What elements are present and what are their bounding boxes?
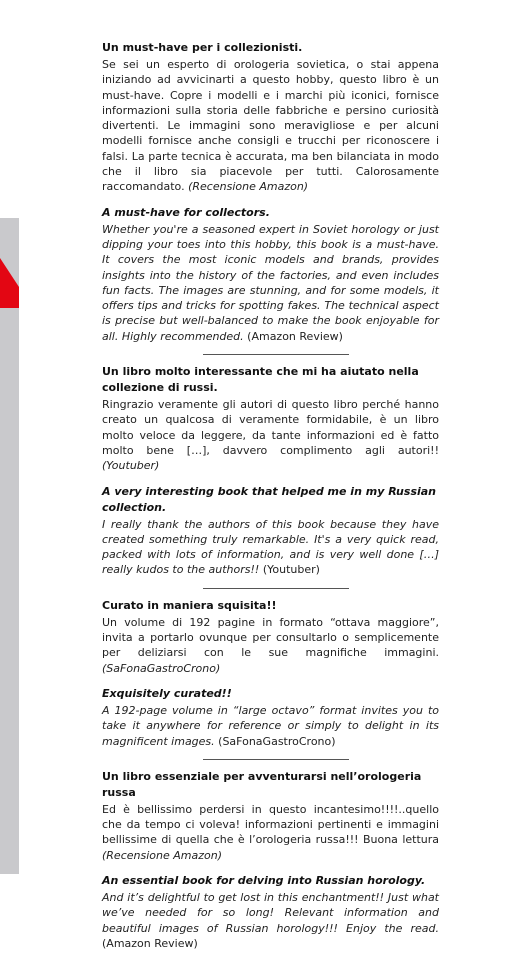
review-3-it-source: (SaFonaGastroCrono) [102,661,221,675]
review-4-english [102,873,439,951]
review-1-it-title: Un must-have per i collezionisti. [102,41,303,54]
review-1 [102,40,439,344]
review-3-en-source: (SaFonaGastroCrono) [218,734,336,748]
review-4-it-title: Un libro essenziale per avventurarsi nell’orologeria russa [102,769,422,799]
reviews-column [102,40,439,961]
review-1-it-text: Se sei un esperto di orologeria sovietica, o stai appena iniziando ad avvicinarti a questo hobby, questo libro è un must-have. Copre i modelli e i marchi più iconici, fornisce informazioni sulla storia delle fabbriche e persino curiosità divertenti. Le immagini sono meravigliose e per alcuni modelli fornisce anche consigli e trucchi per riconoscere i falsi. La parte tecnica è accurata, ma ben bilanciata in modo che il libro sia piacevole per tutti. Calorosamente raccomandato. (Recensione Amazon) [102,58,439,194]
review-2-en-source: (Youtuber) [262,563,320,577]
review-2 [102,364,439,578]
review-3-en-title: Exquisitely curated!! [102,686,232,700]
review-3-it-title: Curato in maniera squisita!! [102,598,277,612]
review-2-english [102,484,439,578]
review-3-english [102,686,439,749]
review-4 [102,769,439,951]
review-1-en-title: A must-have for collectors. [102,205,270,219]
side-strip [0,218,19,874]
review-3-en-text: A 192-page volume in “large octavo” format invites you to take it anywhere for reference or simply to delight in its magnificent images. (SaFonaGastroCrono) [102,703,439,748]
review-4-en-text: And it’s delightful to get lost in this enchantment!! Just what we’ve needed for so long! Relevant information and beautiful images of Russian horology!!! Enjoy the read. (Amazon Review) [102,890,439,950]
review-2-it-title: Un libro molto interessante che mi ha aiutato nella collezione di russi. [102,365,419,395]
review-4-italian [102,769,439,863]
review-3-italian [102,598,439,676]
review-4-it-source: (Recensione Amazon) [102,848,222,862]
review-1-italian [102,40,439,195]
review-1-en-source: (Amazon Review) [247,329,343,343]
review-2-it-text: Ringrazio veramente gli autori di questo libro perché hanno creato un qualcosa di veramente formidabile, è un libro molto veloce da leggere, da tante informazioni ed è fatto molto bene […], davvero complimento agli autori!! (Youtuber) [102,398,439,473]
review-1-en-text: Whether you're a seasoned expert in Soviet horology or just dipping your toes into this hobby, this book is a must-have. It covers the most iconic models and brands, provides insights into the history of the factories, and even includes fun facts. The images are stunning, and for some models, it offers tips and tricks for spotting fakes. The technical aspect is precise but well-balanced to make the book enjoyable for all. Highly recommended. (Amazon Review) [102,222,439,343]
review-4-en-source: (Amazon Review) [102,936,198,950]
review-2-en-text: I really thank the authors of this book because they have created something truly remarkable. It's a very quick read, packed with lots of information, and is very well done […] really kudos to the authors!! (Youtuber) [102,517,439,577]
review-4-en-title: An essential book for delving into Russian horology. [102,873,426,887]
divider-3 [203,759,349,760]
review-2-it-source: (Youtuber) [102,459,160,473]
review-3 [102,598,439,749]
review-3-it-text: Un volume di 192 pagine in formato “ottava maggiore”, invita a portarlo ovunque per consultarlo o semplicemente per deliziarsi con le sue magnifiche immagini. (SaFonaGastroCrono) [102,615,439,675]
review-1-english [102,205,439,344]
review-2-en-title: A very interesting book that helped me in my Russian collection. [102,484,437,514]
review-1-it-source: (Recensione Amazon) [188,180,309,194]
review-4-it-text: Ed è bellissimo perdersi in questo incantesimo!!!!..quello che da tempo ci voleva! informazioni pertinenti e immagini bellissime di quella che è l’orologeria russa!!! Buona lettura (Recensione Amazon) [102,802,439,862]
divider-2 [203,588,349,589]
review-2-italian [102,364,439,473]
divider-1 [203,354,349,355]
